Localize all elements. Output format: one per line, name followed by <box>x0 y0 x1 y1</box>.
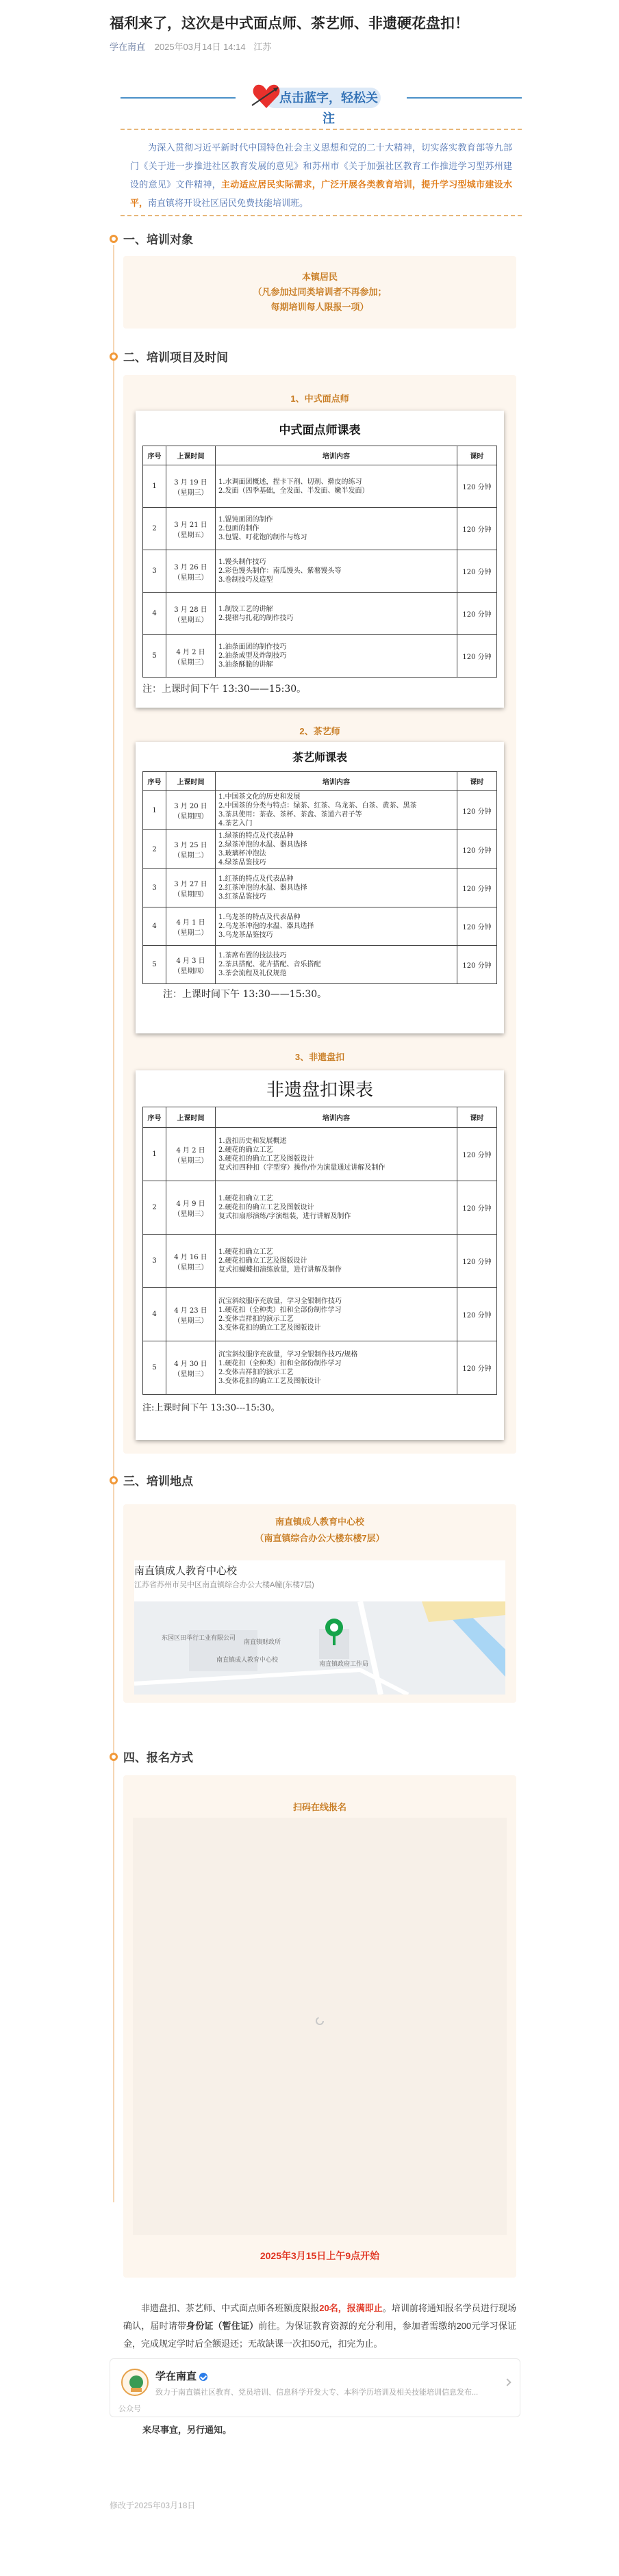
row-date-cell <box>166 869 216 907</box>
content-line: 1.油条面团的制作技巧 <box>218 643 287 651</box>
row-date: 3 月 27 日 <box>174 880 207 888</box>
map-label: 南直镇政府工作局 <box>319 1661 369 1668</box>
row-weekday: （星期三） <box>173 574 208 582</box>
col-header: 课时 <box>457 1107 497 1128</box>
section-dot-icon <box>110 1753 118 1761</box>
button-schedule-title: 非遗盘扣课表 <box>266 1080 373 1100</box>
table-row <box>143 1235 497 1288</box>
row-hours: 120 分钟 <box>457 593 497 635</box>
article-meta <box>110 40 277 53</box>
content-line: 1.中国茶文化的历史和发展 <box>218 793 301 801</box>
row-weekday: （星期三） <box>173 1157 208 1165</box>
map-label: 南直镇财政所 <box>244 1639 281 1646</box>
content-line: 1.茶席布置的技法技巧 <box>218 952 287 959</box>
content-line: 2.硬花扣的确立工艺及图版设计 <box>218 1204 314 1211</box>
row-content <box>216 508 457 550</box>
row-date-cell <box>166 1128 216 1181</box>
row-content <box>216 830 457 869</box>
location-name: 南直镇成人教育中心校 <box>275 1517 364 1527</box>
account-avatar <box>121 2369 149 2396</box>
content-line: 4.茶艺入门 <box>218 820 253 827</box>
row-hours: 120 分钟 <box>457 1288 497 1341</box>
section-dot-icon <box>110 235 118 243</box>
row-number: 5 <box>143 946 166 984</box>
signup-title: 扫码在线报名 <box>292 1802 346 1812</box>
target-card <box>123 256 516 329</box>
row-date-cell <box>166 946 216 984</box>
content-line: 2.红茶冲泡的水温、器具选择 <box>218 884 307 892</box>
row-hours: 120 分钟 <box>457 869 497 907</box>
col-header: 培训内容 <box>216 772 457 791</box>
banner-line-right <box>407 97 522 99</box>
section-dot-icon <box>110 1476 118 1484</box>
map-label: 东园区田举行工业有限公司 <box>162 1635 236 1642</box>
col-header: 课时 <box>457 446 497 465</box>
row-hours: 120 分钟 <box>457 635 497 678</box>
heart-arrow-icon <box>251 81 282 112</box>
content-line: 1.水调面团概述，捏卡下剂、切剂、擀皮的练习 <box>218 478 362 486</box>
content-line: 4.绿茶品鉴技巧 <box>218 859 266 866</box>
content-line: 复式扣四种扣（字型穿）操作/作为演量通过讲解及制作 <box>218 1163 386 1172</box>
target-line: （凡参加过同类培训者不再参加； <box>253 287 387 297</box>
content-line: 1.硬花扣（全种类）扣和全部份制作学习 <box>218 1306 342 1314</box>
row-weekday: （星期三） <box>173 1210 208 1218</box>
content-line: 3.卷制技巧及造型 <box>218 576 273 584</box>
row-number: 4 <box>143 593 166 635</box>
col-header: 课时 <box>457 772 497 791</box>
row-date-cell <box>166 1341 216 1395</box>
row-weekday: （星期二） <box>173 852 208 860</box>
row-date-cell <box>166 593 216 635</box>
items-card <box>123 375 516 1454</box>
content-line: 3.油条酥脆的讲解 <box>218 661 273 669</box>
account-name-text: 学在南直 <box>155 2371 197 2382</box>
intro-box <box>121 129 522 216</box>
row-content <box>216 465 457 508</box>
pastry-schedule-sheet <box>136 411 504 708</box>
table-row <box>143 1288 497 1341</box>
content-line: 2.变体吉祥扣的演示工艺 <box>218 1315 294 1323</box>
section-location-heading <box>110 1471 193 1489</box>
row-content <box>216 1341 457 1395</box>
row-hours: 120 分钟 <box>457 465 497 508</box>
timeline-line <box>113 245 114 2202</box>
content-line: 2.中国茶的分类与特点：绿茶、红茶、乌龙茶、白茶、黄茶、黑茶 <box>218 802 417 810</box>
intro-text-end: 南直镇将开设社区居民免费技能培训班。 <box>148 198 309 208</box>
content-line: 2.绿茶冲泡的水温、器具选择 <box>218 841 307 849</box>
content-line: 1.硬花扣确立工艺 <box>218 1248 273 1256</box>
section-heading-text: 二、培训项目及时间 <box>123 351 228 364</box>
row-date-cell <box>166 465 216 508</box>
map-area[interactable] <box>134 1601 505 1695</box>
row-weekday: （星期二） <box>173 929 208 937</box>
row-content <box>216 907 457 946</box>
row-date-cell <box>166 550 216 593</box>
account-profile-card[interactable] <box>110 2358 520 2417</box>
row-hours: 120 分钟 <box>457 550 497 593</box>
row-hours: 120 分钟 <box>457 1341 497 1395</box>
content-line: 3.变体花扣的确立工艺及图版设计 <box>218 1324 321 1332</box>
banner-line-left <box>121 97 236 99</box>
content-line: 2.茶具搭配、花卉搭配、音乐搭配 <box>218 961 321 968</box>
intro-paragraph <box>130 138 512 212</box>
content-line: 2.硬花的确立工艺 <box>218 1146 273 1154</box>
content-line: 2.硬花扣确立工艺及图版设计 <box>218 1257 307 1265</box>
map-title: 南直镇成人教育中心校 <box>134 1565 238 1577</box>
row-date: 3 月 28 日 <box>174 606 207 614</box>
row-weekday: （星期三） <box>173 1370 208 1378</box>
col-header: 上课时间 <box>166 446 216 465</box>
signup-start-time: 2025年3月15日上午9点开始 <box>260 2250 380 2261</box>
chevron-right-icon <box>503 2378 511 2386</box>
content-line: 2.油条成型及炸制技巧 <box>218 652 287 660</box>
section-heading-text: 三、培训地点 <box>123 1475 193 1488</box>
col-header: 上课时间 <box>166 772 216 791</box>
account-name <box>155 2369 207 2383</box>
content-line: 3.硬花扣的确立工艺及图版设计 <box>218 1155 314 1163</box>
row-date: 3 月 20 日 <box>174 803 207 810</box>
location-detail: （南直镇综合办公大楼东楼7层） <box>255 1533 385 1543</box>
row-content <box>216 791 457 830</box>
row-hours: 120 分钟 <box>457 946 497 984</box>
intro-text: 为深入贯彻习近平新时代中国特色社会主义思想和党的二十大精神，切实落实教育部等九部门《关于进一步推进社区教育发展的意见》和苏州市《关于加强社区教育工作推进学习型苏州建设的意见》文件精神， <box>130 142 512 190</box>
row-date-cell <box>166 907 216 946</box>
row-weekday: （星期四） <box>173 967 208 975</box>
row-date-cell <box>166 1235 216 1288</box>
content-line: 复式扣蝴蝶扣演练放量，进行讲解及制作 <box>218 1266 342 1274</box>
tea-note: 注：上课时间下午 13:30——15:30。 <box>163 989 327 1000</box>
content-line: 沉宝斜纹服序充放量，学习全银制作技巧/规格 <box>218 1350 358 1358</box>
row-content <box>216 869 457 907</box>
content-line: 3.变体花扣的确立工艺及图版设计 <box>218 1377 321 1385</box>
map-graphic <box>134 1601 505 1695</box>
row-weekday: （星期三） <box>173 1317 208 1325</box>
notice-text: 非遗盘扣、茶艺师、中式面点师各班额度限报 <box>141 2303 320 2313</box>
section-heading-text: 一、培训对象 <box>123 233 193 246</box>
row-date: 3 月 26 日 <box>174 563 207 571</box>
button-note: 注:上课时间下午 13:30---15:30。 <box>142 1403 280 1413</box>
map-widget[interactable] <box>134 1560 505 1695</box>
row-weekday: （星期五） <box>173 531 208 539</box>
content-line: 1.红茶的特点及代表品种 <box>218 875 294 883</box>
row-number: 4 <box>143 1288 166 1341</box>
table-row <box>143 635 497 678</box>
row-date: 3 月 21 日 <box>174 521 207 529</box>
content-line: 3.茶具使用：茶壶、茶杯、茶盘、茶道六君子等 <box>218 811 362 819</box>
section-items-heading <box>110 348 228 365</box>
row-number: 2 <box>143 508 166 550</box>
closing-note: 来尽事宜，另行通知。 <box>142 2425 232 2435</box>
tea-schedule-title: 茶艺师课表 <box>292 751 347 764</box>
table-row <box>143 946 497 984</box>
qr-code-image[interactable] <box>133 1818 507 2235</box>
target-line: 本镇居民 <box>301 272 338 282</box>
content-line: 2.提褶与扎花的制作技巧 <box>218 614 294 622</box>
row-date: 4 月 1 日 <box>176 918 205 927</box>
row-date: 4 月 9 日 <box>176 1200 205 1208</box>
content-line: 3.乌龙茶品鉴技巧 <box>218 931 273 939</box>
signup-card <box>123 1775 516 2278</box>
row-number: 2 <box>143 1181 166 1235</box>
content-line: 3.红茶品鉴技巧 <box>218 893 266 901</box>
table-row <box>143 593 497 635</box>
content-line: 2.包面的制作 <box>218 525 260 532</box>
button-schedule-sheet <box>136 1070 504 1440</box>
notice-text: 前往。为保证教育资源的充分利用，参加者需缴纳200元学习保证金，完成规定学时后全额退还；无故缺课一次扣50元，扣完为止。 <box>123 2321 516 2349</box>
table-row <box>143 550 497 593</box>
table-row <box>143 1128 497 1181</box>
content-line: 沉宝斜纹服序充放量，学习全银制作技巧 <box>218 1297 342 1305</box>
tea-table <box>142 771 497 984</box>
content-line: 1.硬花扣（全种类）扣和全部份制作学习 <box>218 1359 342 1367</box>
content-line: 3.玻璃杯冲泡法 <box>218 850 266 858</box>
content-line: 复式扣扇形演练/字演组装，进行讲解及制作 <box>218 1213 351 1220</box>
row-content <box>216 1288 457 1341</box>
row-content <box>216 593 457 635</box>
content-line: 3.茶会流程及礼仪规范 <box>218 970 287 977</box>
col-header: 培训内容 <box>216 1107 457 1128</box>
col-header: 序号 <box>143 446 166 465</box>
table-row <box>143 508 497 550</box>
table-row <box>143 869 497 907</box>
row-content <box>216 635 457 678</box>
row-date-cell <box>166 830 216 869</box>
notice-text: 。培训前将通知报名学员进行现场确认，届时请带 <box>123 2303 516 2331</box>
row-date: 4 月 2 日 <box>176 1146 205 1155</box>
content-line: 1.盘扣历史和发展概述 <box>218 1137 287 1145</box>
row-number: 5 <box>143 1341 166 1395</box>
section-signup-heading <box>110 1748 193 1765</box>
row-number: 3 <box>143 1235 166 1288</box>
tea-schedule-sheet <box>136 742 504 1033</box>
row-weekday: （星期五） <box>173 616 208 624</box>
table-row <box>143 465 497 508</box>
row-date: 4 月 23 日 <box>174 1306 207 1315</box>
content-line: 1.馒头制作技巧 <box>218 558 266 566</box>
row-date-cell <box>166 1181 216 1235</box>
col-header: 序号 <box>143 772 166 791</box>
map-label: 南直镇成人教育中心校 <box>216 1657 279 1664</box>
content-line: 3.包馄、叮花饱的制作与练习 <box>218 534 307 541</box>
pastry-table <box>142 446 497 678</box>
row-date: 3 月 19 日 <box>174 478 207 487</box>
row-date: 4 月 3 日 <box>176 957 205 965</box>
section-target-heading <box>110 230 193 247</box>
content-line: 2.发面（四季基础，全发面、半发面、嫩半发面） <box>218 487 369 495</box>
row-number: 5 <box>143 635 166 678</box>
verified-icon <box>199 2373 207 2381</box>
content-line: 1.乌龙茶的特点及代表品种 <box>218 914 301 921</box>
row-hours: 120 分钟 <box>457 907 497 946</box>
button-table <box>142 1107 497 1395</box>
row-date: 4 月 16 日 <box>174 1253 207 1261</box>
row-date: 4 月 2 日 <box>176 648 205 656</box>
section-heading-text: 四、报名方式 <box>123 1751 193 1764</box>
row-date-cell <box>166 791 216 830</box>
row-number: 2 <box>143 830 166 869</box>
row-content <box>216 1235 457 1288</box>
account-link[interactable]: 学在南直 <box>110 42 146 52</box>
row-weekday: （星期四） <box>173 890 208 899</box>
table-row <box>143 791 497 830</box>
col-header: 培训内容 <box>216 446 457 465</box>
section-dot-icon <box>110 352 118 361</box>
content-line: 1.馄饨面团的制作 <box>218 516 273 524</box>
row-content <box>216 550 457 593</box>
row-weekday: （星期三） <box>173 1263 208 1272</box>
row-content <box>216 946 457 984</box>
content-line: 1.制饺工艺的讲解 <box>218 605 273 613</box>
row-number: 4 <box>143 907 166 946</box>
row-hours: 120 分钟 <box>457 1235 497 1288</box>
row-hours: 120 分钟 <box>457 1128 497 1181</box>
row-content <box>216 1181 457 1235</box>
row-number: 3 <box>143 869 166 907</box>
row-hours: 120 分钟 <box>457 1181 497 1235</box>
row-hours: 120 分钟 <box>457 791 497 830</box>
content-line: 2.乌龙茶冲泡的水温、器具选择 <box>218 923 314 930</box>
row-weekday: （星期三） <box>173 489 208 497</box>
row-weekday: （星期四） <box>173 813 208 821</box>
subtitle-tea: 2、茶艺师 <box>299 726 340 736</box>
row-date-cell <box>166 635 216 678</box>
notice-highlight: 身份证（暂住证） <box>186 2321 259 2331</box>
content-line: 1.绿茶的特点及代表品种 <box>218 832 294 840</box>
loading-icon <box>315 2016 325 2026</box>
account-description: 致力于南直镇社区教育、党员培训、信息科学开发大专、本科学历培训及相关技能培训信息发布... <box>155 2388 479 2397</box>
account-type: 公众号 <box>118 2405 141 2413</box>
table-row <box>143 907 497 946</box>
row-date-cell <box>166 1288 216 1341</box>
target-line: 每期培训每人限报一项） <box>270 302 369 312</box>
table-row <box>143 830 497 869</box>
subtitle-button: 3、非遗盘扣 <box>294 1052 345 1062</box>
row-date-cell <box>166 508 216 550</box>
table-row <box>143 1341 497 1395</box>
intro-highlight: 主动适应居民实际需求，广泛开展各类教育培训，提升学习型城市建设水平， <box>130 179 512 208</box>
row-hours: 120 分钟 <box>457 830 497 869</box>
location-card <box>123 1504 516 1703</box>
row-number: 1 <box>143 1128 166 1181</box>
follow-text: 点击蓝字，轻松关注 <box>264 88 381 108</box>
map-address: 江苏省苏州市吴中区南直镇综合办公大楼A幢(东楼7层) <box>134 1581 314 1589</box>
publish-date: 2025年03月14日 14:14 <box>154 42 246 52</box>
col-header: 序号 <box>143 1107 166 1128</box>
row-number: 1 <box>143 465 166 508</box>
notice-highlight: 20名，报满即止 <box>319 2303 383 2313</box>
modified-date: 修改于2025年03月18日 <box>110 2501 196 2510</box>
content-line: 2.彩色馒头制作：南瓜馒头、紫薯馒头等 <box>218 567 342 575</box>
pastry-schedule-title: 中式面点师课表 <box>279 424 361 437</box>
col-header: 上课时间 <box>166 1107 216 1128</box>
content-line: 2.变体吉祥扣的演示工艺 <box>218 1368 294 1376</box>
row-hours: 120 分钟 <box>457 508 497 550</box>
table-row <box>143 1181 497 1235</box>
subtitle-pastry: 1、中式面点师 <box>290 394 349 404</box>
notice-paragraph <box>123 2300 516 2353</box>
publish-location: 江苏 <box>253 42 272 52</box>
row-number: 3 <box>143 550 166 593</box>
row-content <box>216 1128 457 1181</box>
article-title: 福利来了，这次是中式面点师、茶艺师、非遗硬花盘扣！ <box>110 16 469 31</box>
follow-banner[interactable] <box>121 75 522 123</box>
content-line: 1.硬花扣确立工艺 <box>218 1195 273 1202</box>
row-weekday: （星期三） <box>173 658 208 667</box>
row-number: 1 <box>143 791 166 830</box>
pastry-note: 注：上课时间下午 13:30——15:30。 <box>142 684 307 695</box>
row-date: 3 月 25 日 <box>174 842 207 849</box>
row-date: 4 月 30 日 <box>174 1360 207 1368</box>
